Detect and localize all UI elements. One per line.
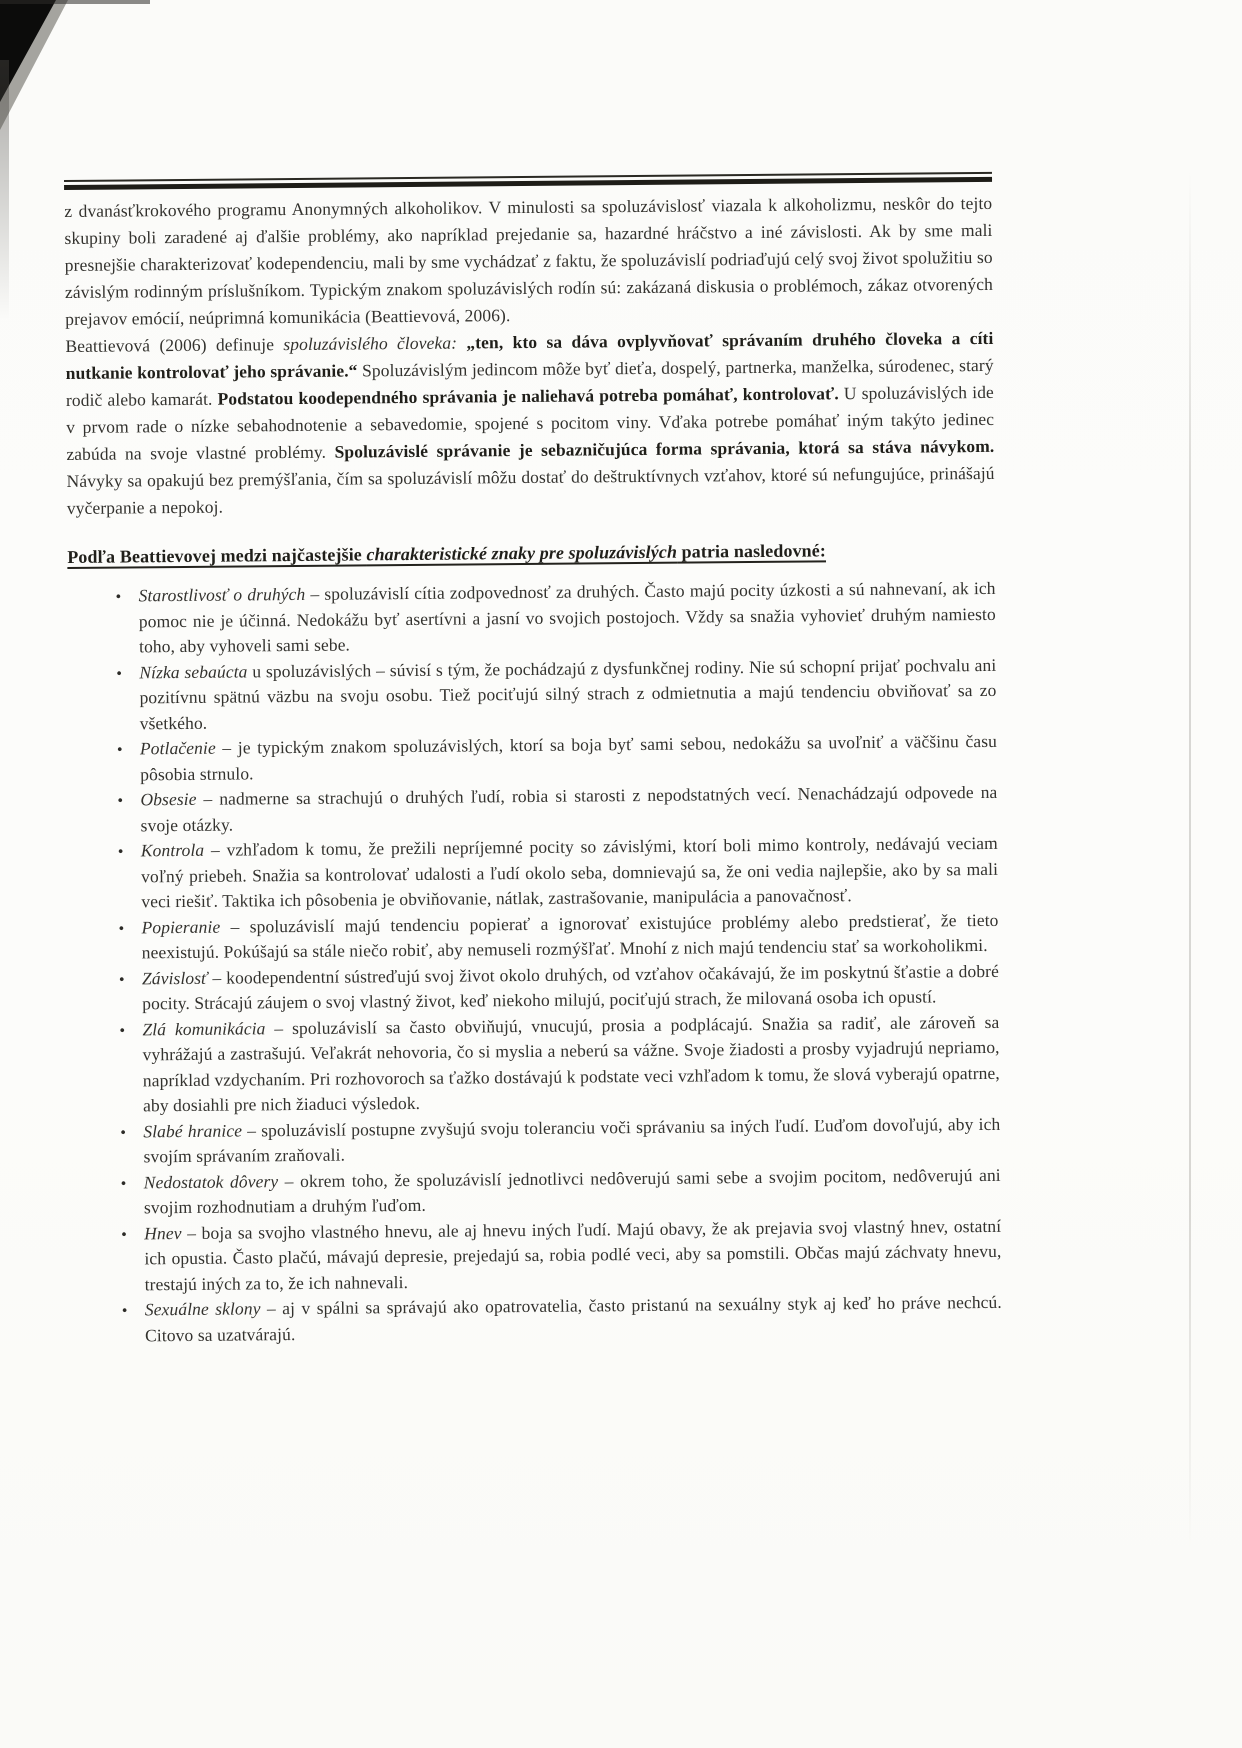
characteristic-term: Zlá komunikácia (142, 1017, 266, 1039)
text-segment: Návyky sa opakujú bez premýšľania, čím sa spoluzávislí môžu dostať do deštruktívnych vzťahov, ktoré sú nefungujúce, prinášajú vyčerpanie a nepokoj. (66, 462, 995, 518)
characteristic-desc: – vzhľadom k tomu, že prežili nepríjemné pocity so závislými, ktorí boli mimo kontroly, nedávajú veciam voľný priebeh. Snažia sa kontrolovať udalosti a ľudí okolo seba, domnievajú sa, že oni vedia najlepšie, ako by sa mali veci riešiť. Taktika ich pôsobenia je obviňovanie, nátlak, zastrašovanie, manipulácia a panovačnosť. (140, 832, 999, 912)
characteristic-item (70, 907, 998, 966)
characteristic-desc: – nadmerne sa strachujú o druhých ľudí, robia si starosti z nepodstatných vecí. Nenachádzajú odpovede na svoje otázky. (140, 781, 998, 835)
characteristic-desc: – spoluzávislí majú tendenciu popierať a ignorovať existujúce problémy alebo predstierať, že tieto neexistujú. Pokúšajú sa stále niečo robiť, aby nemuseli rozmýšľať. Mnohí z nich majú tendenciu stať sa workoholikmi. (141, 909, 999, 963)
characteristic-term: Nízka sebaúcta (139, 660, 248, 682)
characteristic-desc: – spoluzávislí cítia zodpovednosť za druhých. Často majú pocity úzkosti a sú nahnevaní, ak ich pomoc nie je účinná. Nedokážu byť asertívni a jasní vo svojich postojoch. Vždy sa snažia vyhovieť druhým namiesto toho, aby vyhoveli sami sebe. (138, 577, 996, 657)
characteristic-term: Potlačenie (139, 737, 216, 759)
characteristic-item (68, 652, 997, 737)
characteristics-list (68, 576, 1003, 1349)
characteristic-desc: u spoluzávislých – súvisí s tým, že pochádzajú z dysfunkčnej rodiny. Nie sú schopní prijať pochvalu ani pozitívnu spätnú väzbu na svoju osobu. Tiež pociťujú silný strach z odmietnutia a majú tendenciu obviňovať sa zo všetkého. (139, 654, 997, 733)
characteristic-term: Nedostatok dôvery (143, 1170, 279, 1192)
characteristic-term: Starostlivosť o druhých (138, 583, 306, 606)
text-segment: spoluzávislého človeka: (283, 332, 458, 355)
characteristic-item (73, 1162, 1001, 1221)
characteristic-item (72, 1111, 1000, 1170)
characteristic-term: Obsesie (140, 788, 197, 810)
top-divider-rule (64, 172, 992, 190)
text-segment (457, 332, 466, 352)
characteristic-term: Kontrola (140, 839, 205, 861)
section-heading (67, 536, 995, 571)
text-segment: U spoluzávislých ide v prvom rade o nízke sebahodnotenie a sebavedomie, spojené s pocitom viny. Vďaka potrebe pomáhať iným takýto jedinec zabúda na svoje vlastné problémy. (66, 381, 995, 464)
intro-paragraph (64, 190, 993, 333)
characteristic-term: Hnev (144, 1222, 182, 1243)
characteristic-desc: – spoluzávislí postupne zvyšujú svoju toleranciu voči správaniu sa iných ľudí. Ľuďom dovoľujú, aby ich svojím správaním zraňovali. (143, 1113, 1001, 1167)
scan-left-edge-shade (0, 60, 9, 320)
text-segment: Podľa Beattievovej medzi najčastejšie (67, 544, 367, 567)
page-content (64, 172, 1002, 1349)
text-segment: Beattievová (2006) definuje (65, 334, 284, 356)
characteristic-item (69, 780, 997, 839)
characteristic-term: Slabé hranice (143, 1119, 243, 1141)
characteristic-desc: – boja sa svojho vlastného hnevu, ale aj hnevu iných ľudí. Majú obavy, že ak prejavia svoj vlastný hnev, ostatní ich opustia. Často plačú, mávajú depresie, prejedajú sa, robia podlé veci, aby sa pomstili. Občas majú záchvaty hnevu, trestajú iných za to, že ich nahnevali. (144, 1215, 1002, 1294)
text-segment: „ten, kto sa dáva ovplyvňovať správaním druhého človeka a cíti nutkanie kontrolovať jeho správanie.“ (65, 327, 994, 383)
characteristic-item (73, 1213, 1002, 1298)
text-segment: Spoluzávislým jedincom môže byť dieťa, dospelý, partnerka, manželka, súrodenec, starý rodič alebo kamarát. (65, 354, 994, 410)
characteristic-item (74, 1290, 1002, 1349)
characteristic-item (71, 958, 999, 1017)
characteristic-item (69, 729, 997, 788)
characteristic-desc: – aj v spálni sa správajú ako opatrovatelia, často pristanú na sexuálny styk aj keď ho práve nechcú. Citovo sa uzatvárajú. (144, 1291, 1002, 1345)
text-segment: patria nasledovné: (676, 540, 827, 562)
characteristic-item (68, 576, 997, 661)
definition-paragraph (65, 325, 995, 522)
characteristic-item (71, 1009, 1000, 1119)
characteristic-desc: – spoluzávislí sa často obviňujú, vnucujú, prosia a podplácajú. Snažia sa radiť, ale zároveň sa vyhrážajú a zastrašujú. Veľakrát nehovoria, čo si myslia a neberú sa vážne. Svoje žiadosti a prosby vyjadrujú nepriamo, napríklad vzdychaním. Pri rozhovoroch sa ťažko dostávajú k podstate veci vzhľadom k tomu, že slová vyberajú opatrne, aby dosiahli pre nich žiaduci výsledok. (142, 1011, 1000, 1116)
page-edge-shadow-line (1189, 170, 1191, 1550)
characteristic-desc: – je typickým znakom spoluzávislých, ktorí sa boja byť sami sebou, nedokážu sa uvoľniť a väčšinu času pôsobia strnulo. (140, 730, 998, 784)
text-segment: z dvanásťkrokového programu Anonymných alkoholikov. V minulosti sa spoluzávislosť viazala k alkoholizmu, neskôr do tejto skupiny boli zaradené aj ďalšie problémy, ako napríklad prejedanie sa, hazardné hráčstvo a iné závislosti. Ak by sme mali presnejšie charakterizovať kodependenciu, mali by sme vychádzať z faktu, že spoluzávislí podriaďujú celý svoj život spolužitiu so závislým rodinným príslušníkom. Typickým znakom spoluzávislých rodín sú: zakázaná diskusia o problémoch, zákaz otvorených prejavov emócií, neúprimná komunikácia (Beattievová, 2006). (64, 192, 994, 329)
text-segment: Spoluzávislé správanie je sebazničujúca forma správania, ktorá sa stáva návykom. (334, 435, 995, 462)
characteristic-desc: – koodependentní sústreďujú svoj život okolo druhých, od vzťahov očakávajú, že im poskytnú šťastie a dobré pocity. Strácajú záujem o svoj vlastný život, keď niekoho milujú, pociťujú strach, že milovaná osoba ich opustí. (142, 960, 1000, 1014)
characteristic-term: Sexuálne sklony (144, 1298, 261, 1320)
characteristic-term: Závislosť (141, 967, 208, 988)
scan-top-edge-artifact (0, 0, 150, 4)
characteristic-item (70, 831, 999, 916)
characteristic-term: Popieranie (141, 916, 221, 937)
text-segment: charakteristické znaky pre spoluzávislých (366, 541, 678, 565)
text-segment: Podstatou koodependného správania je naliehavá potreba pomáhať, kontrolovať. (217, 383, 839, 409)
characteristic-desc: – okrem toho, že spoluzávislí jednotlivci nedôverujú sami sebe a svojim pocitom, nedôverujú ani svojim rozhodnutiam a druhým ľuďom. (143, 1164, 1001, 1218)
